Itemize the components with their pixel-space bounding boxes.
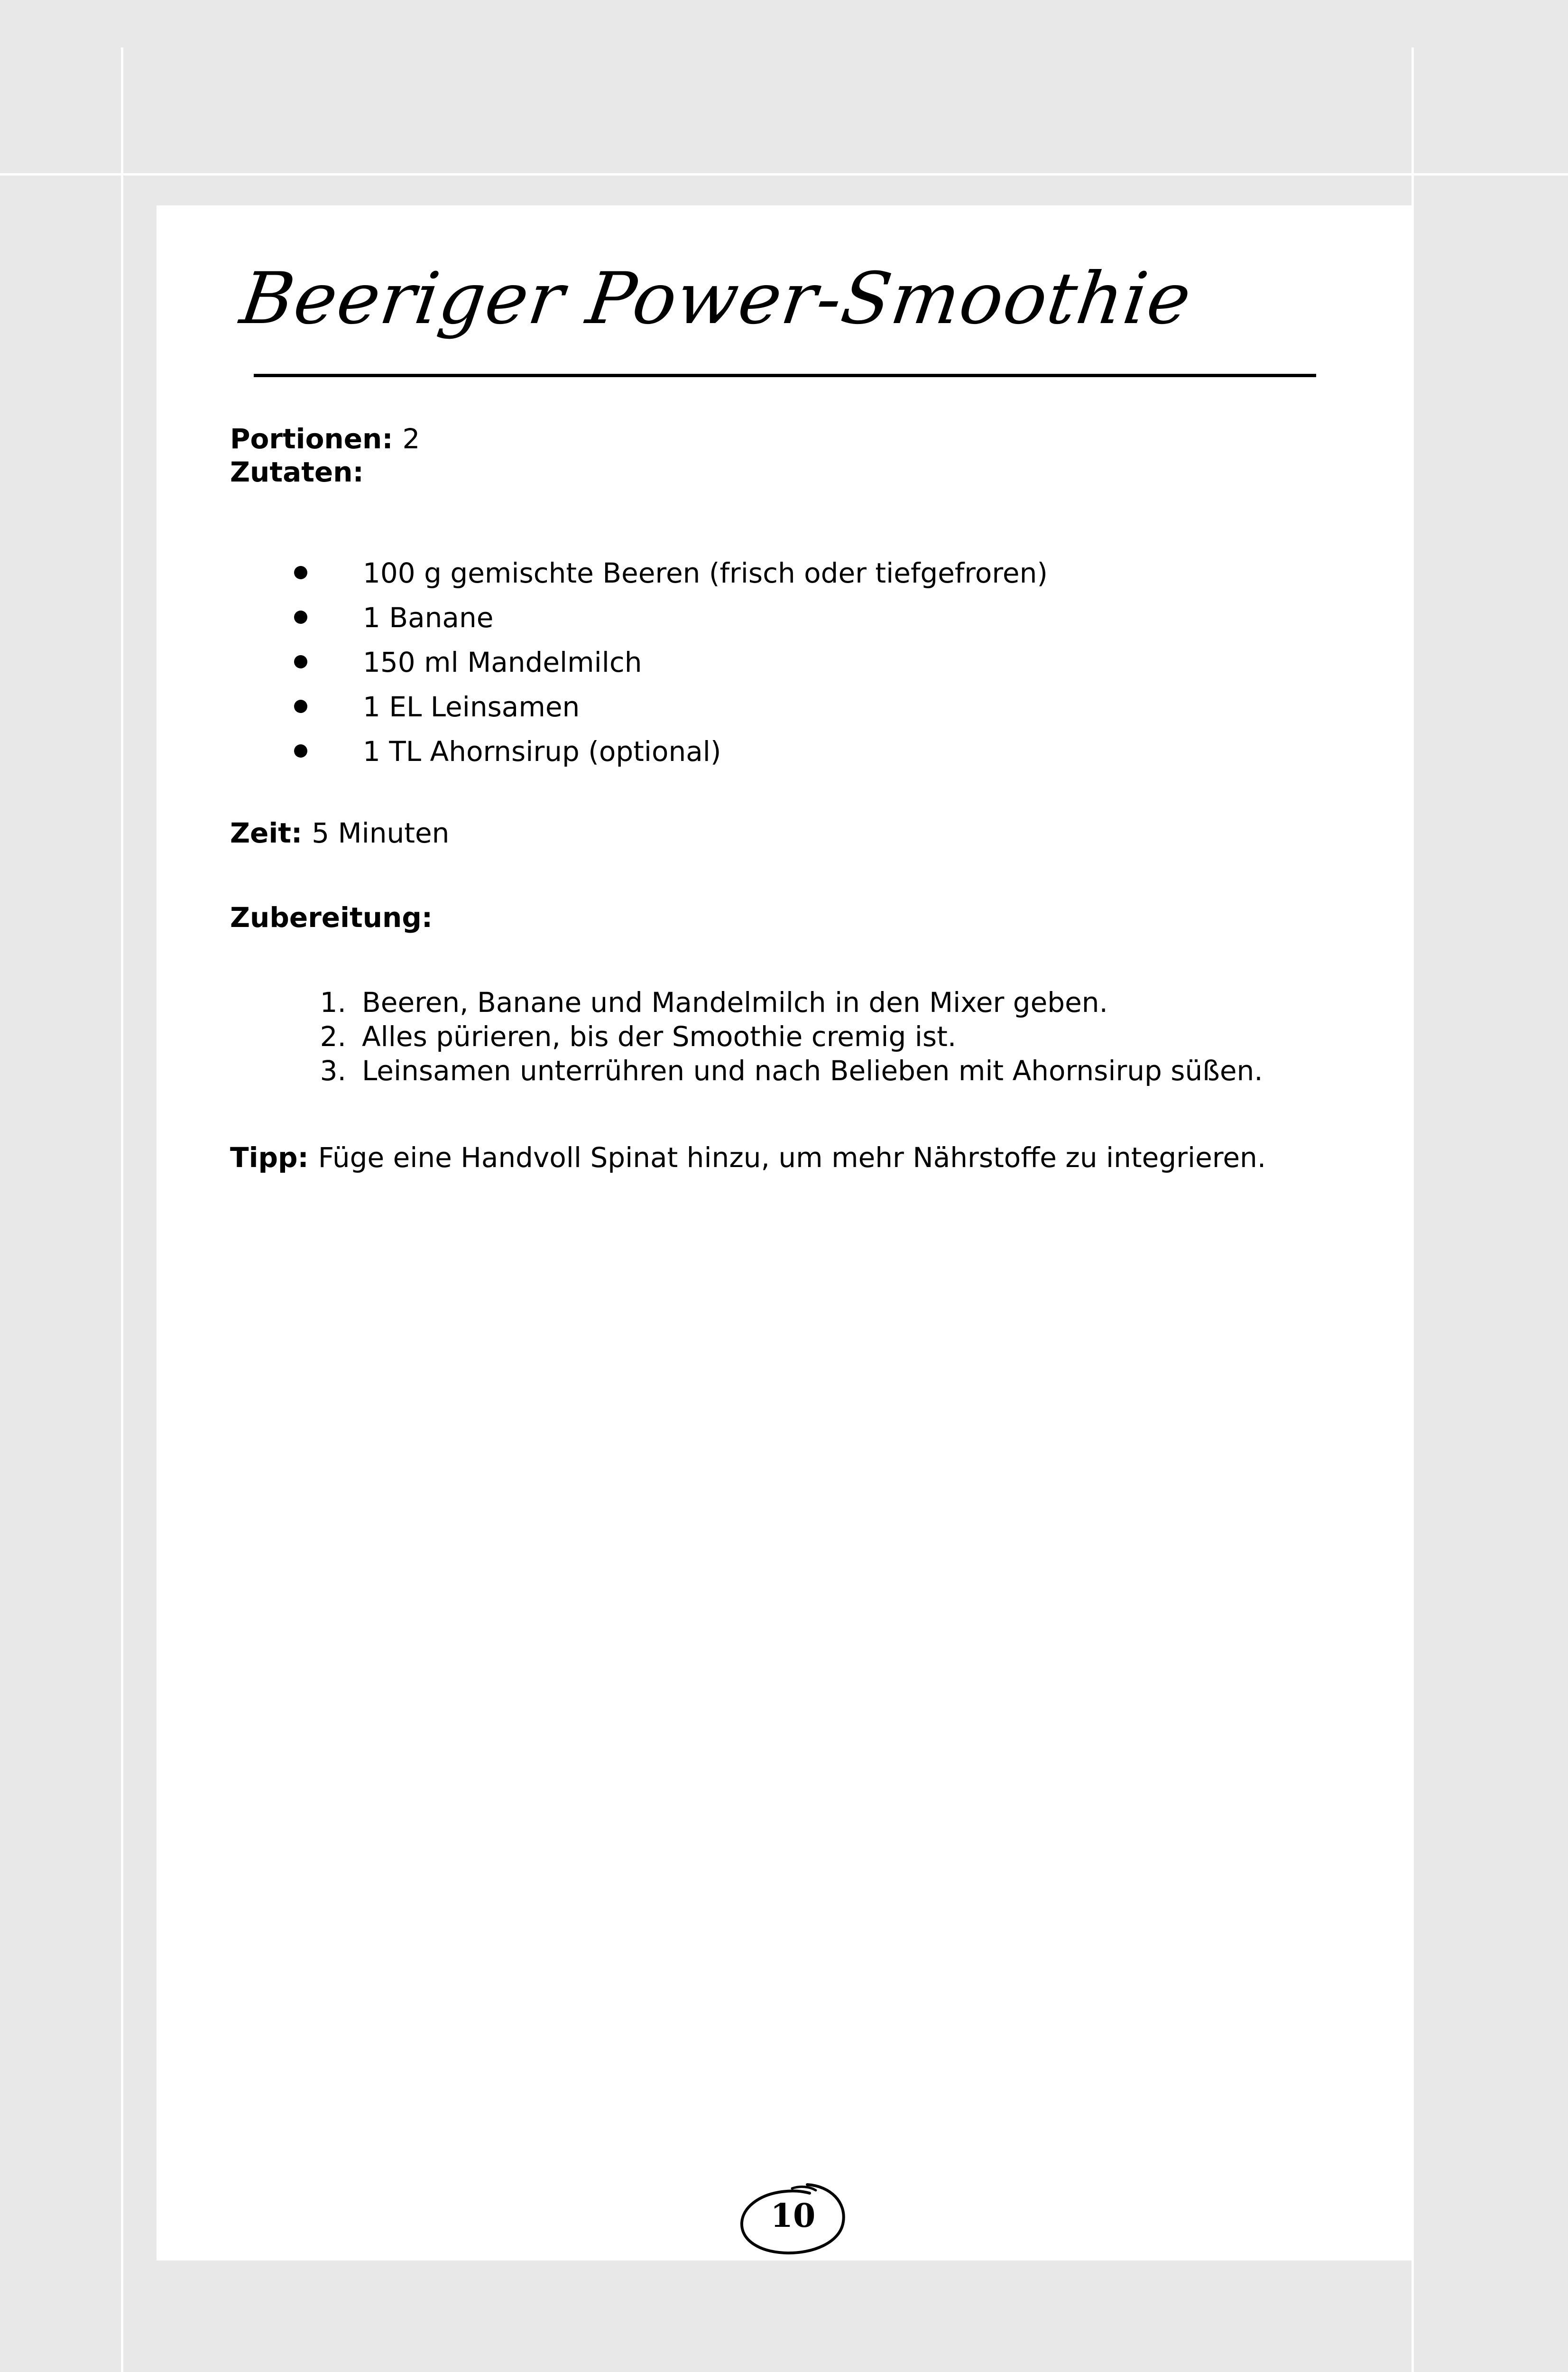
servings-line (230, 422, 420, 455)
step-number: 2. (320, 1020, 346, 1053)
step-number: 1. (320, 986, 346, 1019)
recipe-title: Beeriger Power-Smoothie (236, 258, 1197, 340)
ingredient-text: 150 ml Mandelmilch (363, 646, 642, 678)
title-divider (254, 374, 1316, 377)
time-value: 5 Minuten (312, 817, 450, 849)
preparation-label: Zubereitung: (230, 901, 433, 934)
bullet-icon (294, 566, 307, 579)
bullet-icon (294, 700, 307, 713)
recipe-page (157, 205, 1413, 2261)
ingredients-label: Zutaten: (230, 456, 364, 488)
page-number: 10 (770, 2197, 816, 2235)
servings-value: 2 (402, 423, 420, 455)
bullet-icon (294, 744, 307, 758)
time-line (230, 816, 449, 850)
step-number: 3. (320, 1055, 346, 1087)
step-text: Beeren, Banane und Mandelmilch in den Mixer geben. (362, 986, 1108, 1019)
trim-guide-left (121, 47, 123, 2372)
trim-guide-top (0, 173, 1568, 176)
ingredient-text: 1 TL Ahornsirup (optional) (363, 735, 721, 768)
bullet-icon (294, 611, 307, 624)
ingredient-text: 100 g gemischte Beeren (frisch oder tiefgefroren) (363, 557, 1048, 589)
ingredients-heading (230, 455, 373, 489)
tip-text: Füge eine Handvoll Spinat hinzu, um mehr Nährstoffe zu integrieren. (318, 1141, 1266, 1174)
page-number-badge (736, 2174, 850, 2260)
servings-label: Portionen: (230, 423, 393, 455)
tip-label: Tipp: (230, 1141, 309, 1174)
ingredient-text: 1 EL Leinsamen (363, 691, 580, 723)
time-label: Zeit: (230, 817, 303, 849)
tip-line (230, 1141, 1266, 1174)
ingredient-text: 1 Banane (363, 602, 494, 634)
bullet-icon (294, 655, 307, 668)
step-text: Alles pürieren, bis der Smoothie cremig ist. (362, 1020, 957, 1053)
step-text: Leinsamen unterrühren und nach Belieben mit Ahornsirup süßen. (362, 1055, 1263, 1087)
preparation-heading (230, 901, 442, 934)
